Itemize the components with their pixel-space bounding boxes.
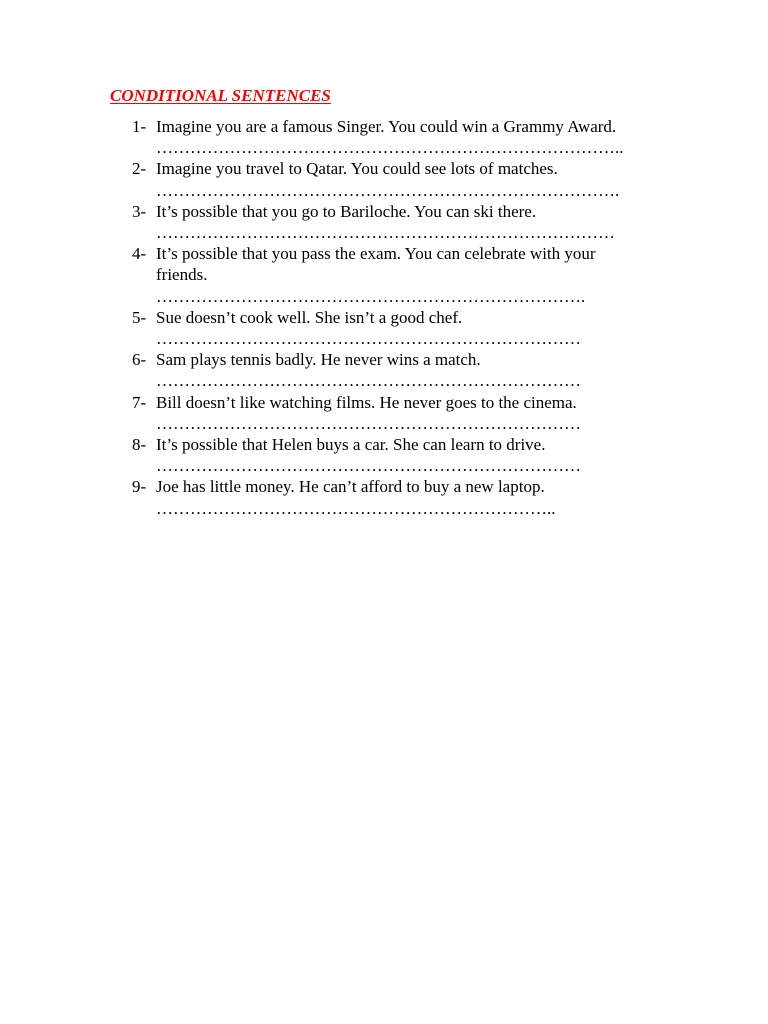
item-prompt: Joe has little money. He can’t afford to buy a new laptop. xyxy=(156,477,545,497)
item-number: 1- xyxy=(132,117,147,136)
list-item xyxy=(132,201,652,243)
answer-line: ………………………………………………………………… xyxy=(156,329,581,349)
answer-line: …………………………………………………………….. xyxy=(156,498,556,518)
item-prompt-continued: friends. xyxy=(156,265,208,285)
item-number: 9- xyxy=(132,477,147,497)
item-prompt: It’s possible that you go to Bariloche. You can ski there. xyxy=(156,201,537,221)
list-item xyxy=(132,116,652,158)
list-item xyxy=(132,349,652,391)
item-prompt: It’s possible that Helen buys a car. She can learn to drive. xyxy=(156,435,546,455)
item-body xyxy=(156,158,652,200)
page-title: CONDITIONAL SENTENCES xyxy=(110,86,331,105)
item-prompt: Imagine you are a famous Singer. You could win a Grammy Award. xyxy=(156,117,617,136)
list-item xyxy=(132,476,652,518)
item-prompt: Bill doesn’t like watching films. He never goes to the cinema. xyxy=(156,392,577,412)
exercise-list xyxy=(132,116,652,519)
list-item xyxy=(132,307,652,349)
answer-line: ………………………………………………………………………. xyxy=(156,180,620,200)
item-body xyxy=(156,476,652,518)
item-body xyxy=(156,434,652,476)
item-body xyxy=(156,392,652,434)
list-item xyxy=(132,243,652,307)
answer-line: ………………………………………………………………… xyxy=(156,371,581,391)
list-item xyxy=(132,392,652,434)
item-number: 7- xyxy=(132,392,147,412)
list-item xyxy=(132,158,652,200)
item-number: 4- xyxy=(132,244,147,264)
item-body xyxy=(156,243,652,307)
answer-line: ……………………………………………………………………… xyxy=(156,223,615,243)
item-prompt: It’s possible that you pass the exam. You can celebrate with your xyxy=(156,244,596,264)
item-prompt: Sam plays tennis badly. He never wins a match. xyxy=(156,350,481,370)
list-item xyxy=(132,434,652,476)
item-number: 2- xyxy=(132,159,147,179)
item-body xyxy=(156,307,652,349)
item-prompt: Sue doesn’t cook well. She isn’t a good chef. xyxy=(156,307,463,327)
item-body xyxy=(156,349,652,391)
answer-line: ……………………………………………………………………….. xyxy=(156,138,624,158)
answer-line: ………………………………………………………………… xyxy=(156,413,581,433)
answer-line: ………………………………………………………………… xyxy=(156,456,581,476)
item-number: 3- xyxy=(132,201,147,221)
item-body xyxy=(156,201,652,243)
item-body xyxy=(156,116,652,158)
item-prompt: Imagine you travel to Qatar. You could see lots of matches. xyxy=(156,159,558,179)
item-number: 5- xyxy=(132,307,147,327)
item-number: 6- xyxy=(132,350,147,370)
item-number: 8- xyxy=(132,435,147,455)
answer-line: …………………………………………………………………. xyxy=(156,286,586,306)
